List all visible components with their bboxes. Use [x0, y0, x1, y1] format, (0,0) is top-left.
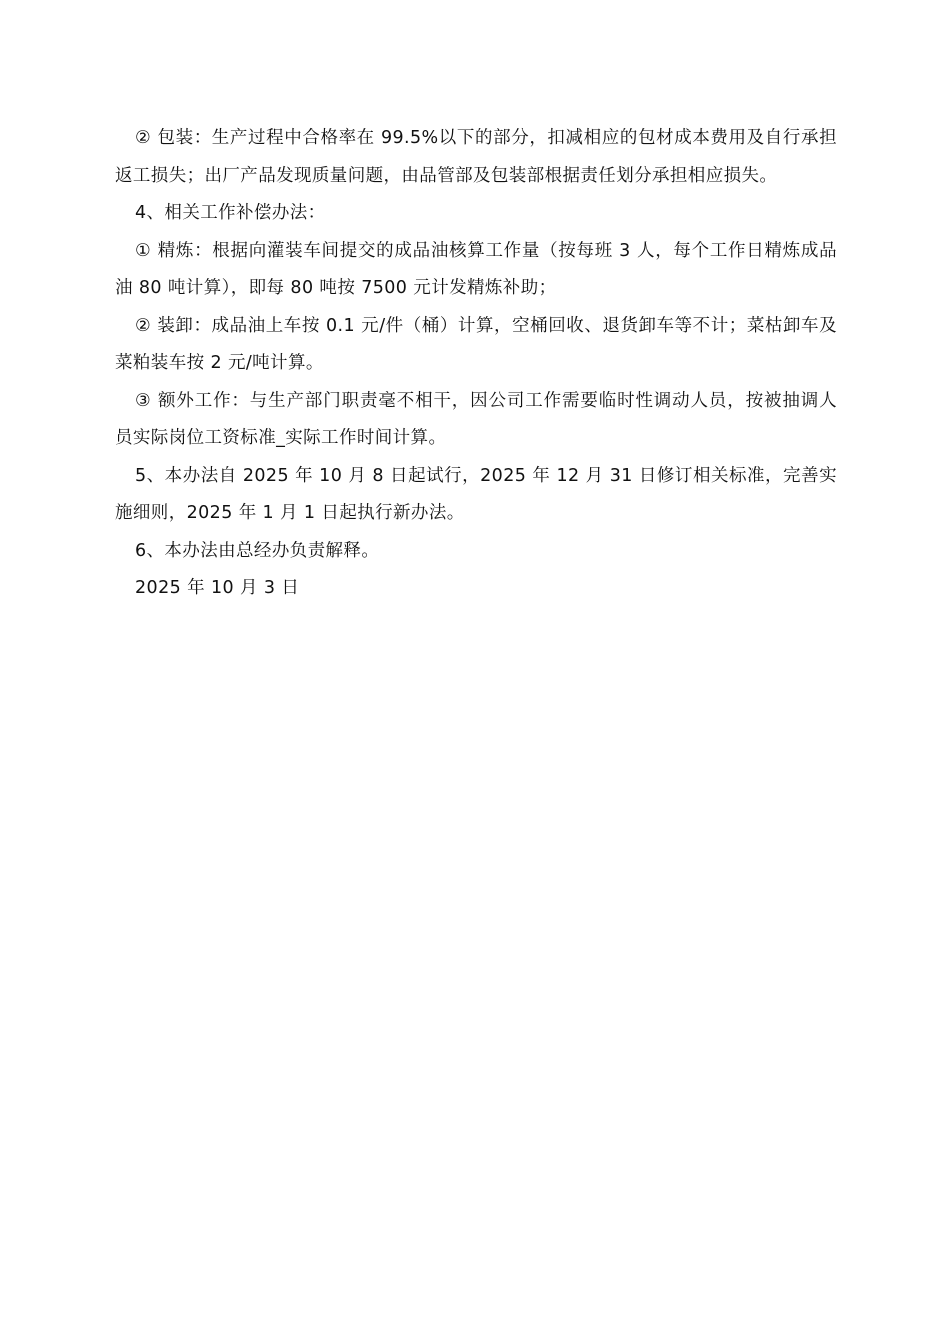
- document-date: 2025 年 10 月 3 日: [135, 578, 300, 598]
- paragraph-extra-work: ③ 额外工作：与生产部门职责毫不相干，因公司工作需要临时性调动人员，按被抽调人员实际岗位工资标准_实际工作时间计算。: [115, 390, 837, 448]
- paragraph-compensation-heading: 4、相关工作补偿办法：: [135, 203, 326, 223]
- paragraph-packaging: ② 包装：生产过程中合格率在 99.5%以下的部分，扣减相应的包材成本费用及自行承担返工损失；出厂产品发现质量问题，由品管部及包装部根据责任划分承担相应损失。: [115, 128, 837, 186]
- document-body: [115, 120, 837, 608]
- paragraph-effective-date: 5、本办法自 2025 年 10 月 8 日起试行，2025 年 12 月 31 日修订相关标准，完善实施细则，2025 年 1 月 1 日起执行新办法。: [115, 465, 837, 523]
- paragraph-interpretation: 6、本办法由总经办负责解释。: [135, 540, 380, 561]
- paragraph-loading: ② 装卸：成品油上车按 0.1 元/件（桶）计算，空桶回收、退货卸车等不计；菜枯卸车及菜粕装车按 2 元/吨计算。: [115, 315, 837, 373]
- paragraph-refining: ① 精炼：根据向灌装车间提交的成品油核算工作量（按每班 3 人，每个工作日精炼成品油 80 吨计算），即每 80 吨按 7500 元计发精炼补助；: [115, 240, 837, 298]
